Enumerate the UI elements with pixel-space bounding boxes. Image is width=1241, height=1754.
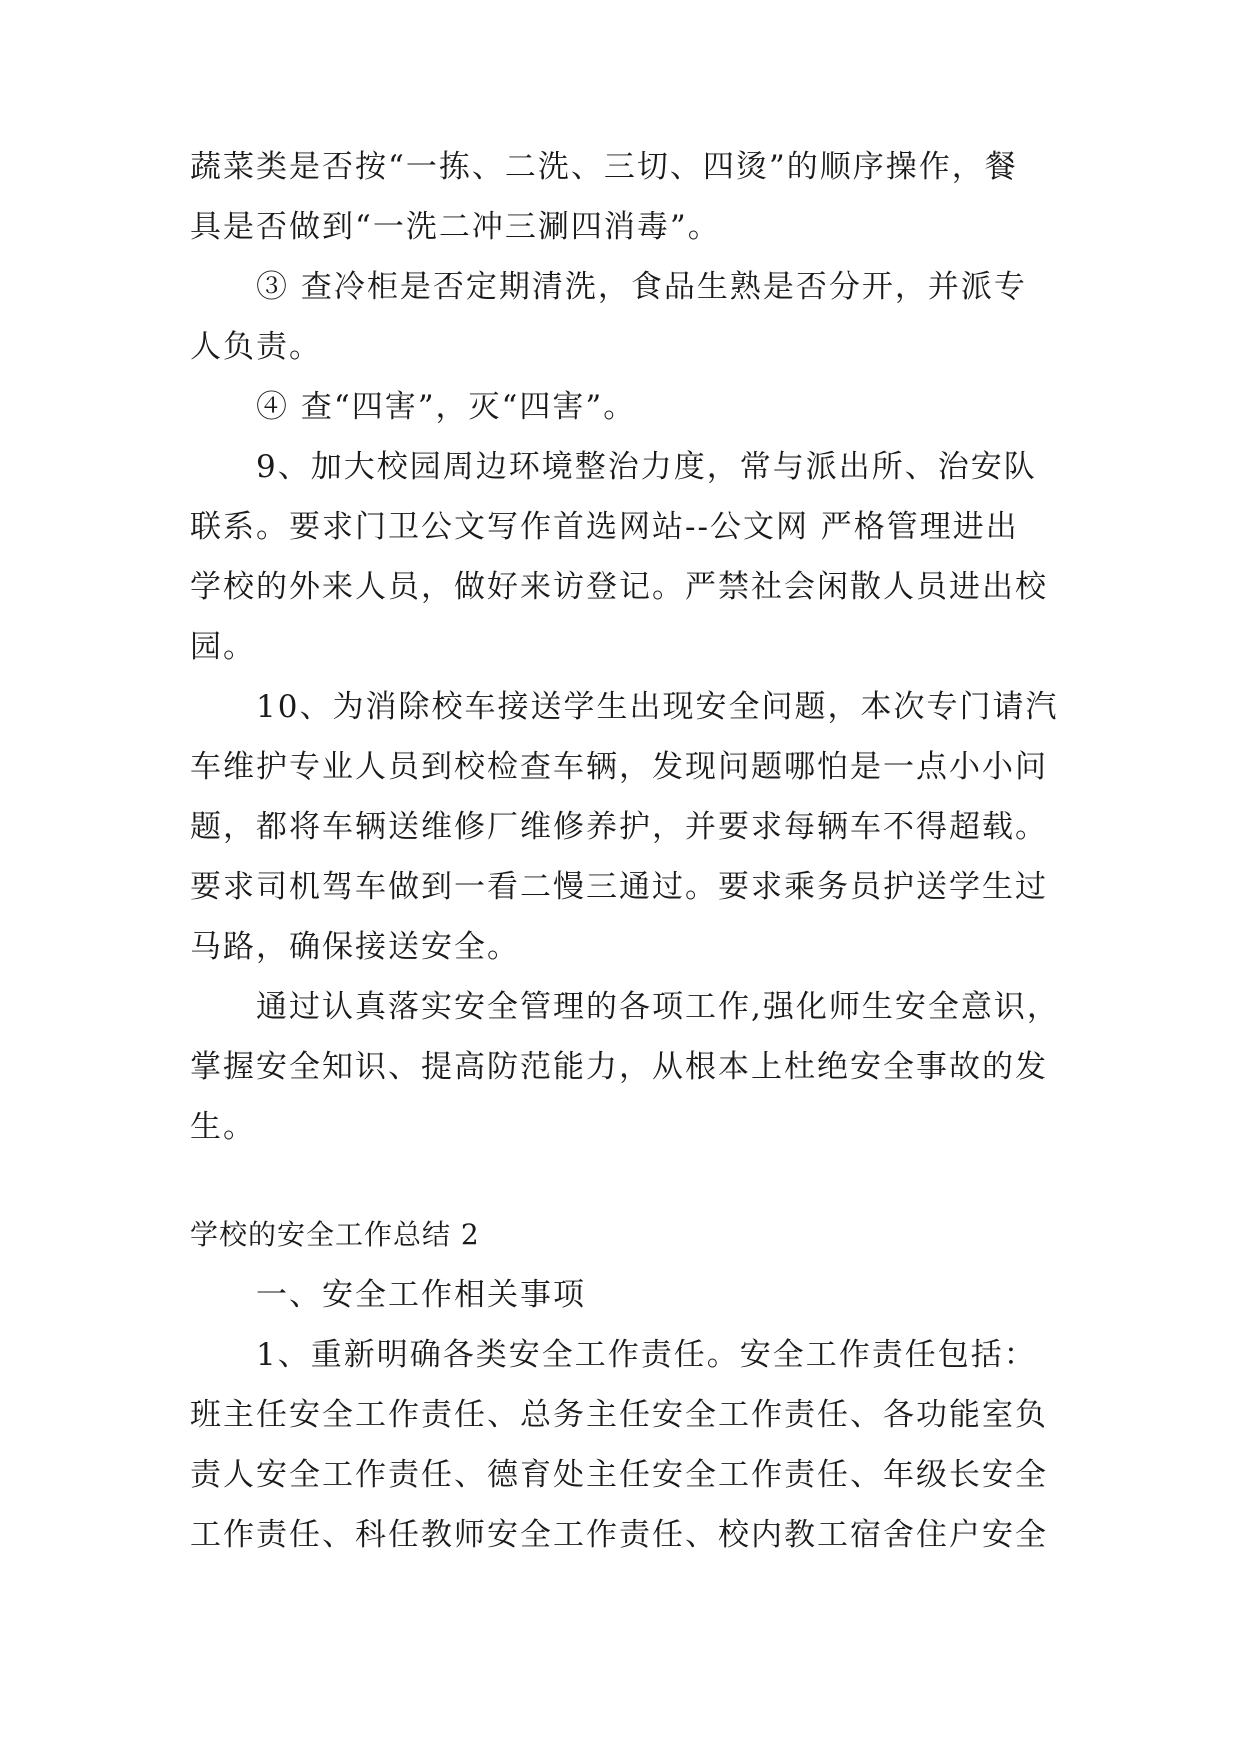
paragraph-line: 车维护专业人员到校检查车辆，发现问题哪怕是一点小小问 [190,749,1048,785]
paragraph-line: 马路，确保接送安全。 [190,929,520,965]
paragraph-line: 班主任安全工作责任、总务主任安全工作责任、各功能室负 [190,1397,1048,1433]
paragraph-line: 通过认真落实安全管理的各项工作,强化师生安全意识， [256,989,1060,1025]
body-text-part2 [190,1265,1070,1565]
paragraph-line: 要求司机驾车做到一看二慢三通过。要求乘务员护送学生过 [190,869,1048,905]
paragraph-line: 掌握安全知识、提高防范能力，从根本上杜绝安全事故的发 [190,1049,1048,1085]
paragraph-line: ③ 查冷柜是否定期清洗，食品生熟是否分开，并派专 [256,269,1027,305]
section-title-block [190,1205,1070,1265]
paragraph-line: ④ 查“四害”，灭“四害”。 [256,389,637,425]
section-heading: 一、安全工作相关事项 [256,1277,586,1313]
paragraph-line: 10、为消除校车接送学生出现安全问题，本次专门请汽 [256,689,1059,725]
paragraph-line: 生。 [190,1109,256,1145]
paragraph-line: 责人安全工作责任、德育处主任安全工作责任、年级长安全 [190,1457,1048,1493]
paragraph-line: 9、加大校园周边环境整治力度，常与派出所、治安队 [256,449,1037,485]
section-title: 学校的安全工作总结 2 [190,1218,480,1251]
paragraph-line: 工作责任、科任教师安全工作责任、校内教工宿舍住户安全 [190,1517,1048,1553]
paragraph-line: 蔬菜类是否按“一拣、二洗、三切、四烫”的顺序操作，餐 [190,149,1018,185]
body-text-part1 [190,137,1070,1157]
paragraph-line: 题，都将车辆送维修厂维修养护，并要求每辆车不得超载。 [190,809,1048,845]
paragraph-line: 学校的外来人员，做好来访登记。严禁社会闲散人员进出校 [190,569,1048,605]
paragraph-line: 人负责。 [190,329,322,365]
paragraph-line: 园。 [190,629,256,665]
paragraph-line: 具是否做到“一洗二冲三涮四消毒”。 [190,209,721,245]
paragraph-line: 1、重新明确各类安全工作责任。安全工作责任包括： [256,1337,1037,1373]
paragraph-line: 联系。要求门卫公文写作首选网站--公文网 严格管理进出 [190,509,1019,545]
